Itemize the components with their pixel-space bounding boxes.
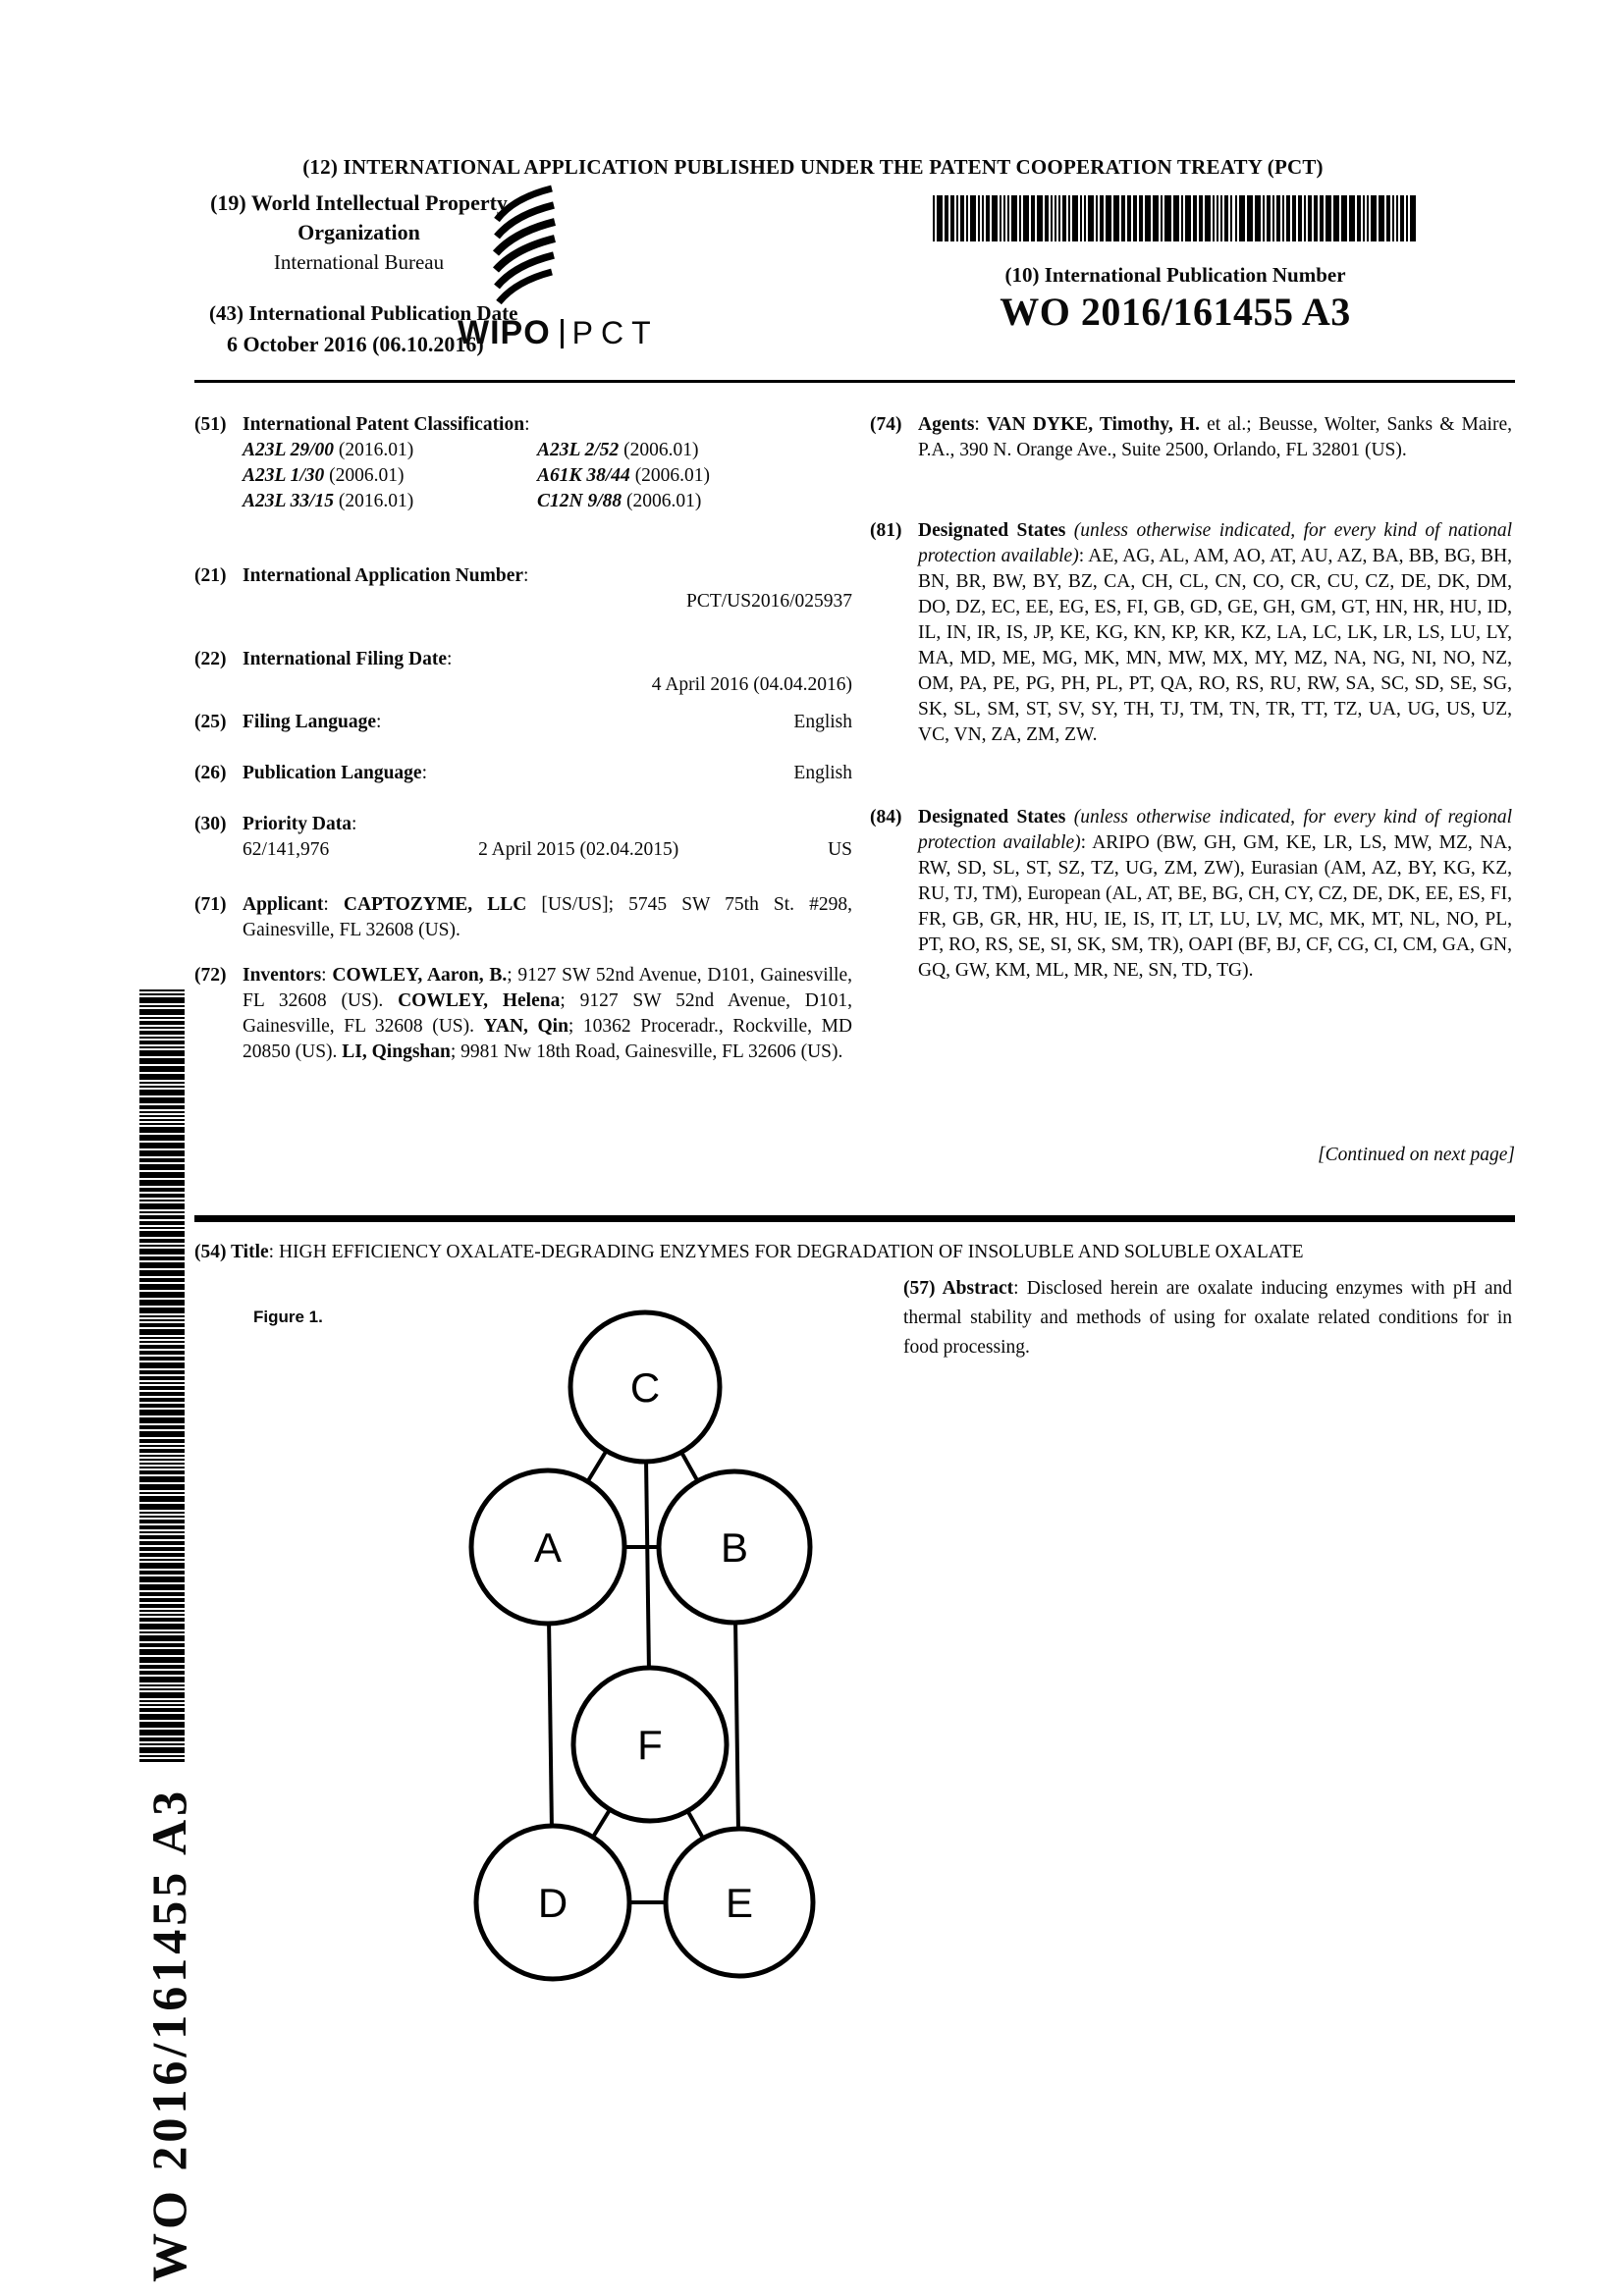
field-26-label: Publication Language: <box>243 763 427 783</box>
figure-1-diagram <box>412 1301 874 1988</box>
field-body <box>243 812 852 863</box>
field-21-application-number <box>194 563 852 614</box>
field-number: (25) <box>194 712 227 732</box>
agents-text: Agents: VAN DYKE, Timothy, H. et al.; Beusse, Wolter, Sanks & Maire, P.A., 390 N. Orange Ave., Suite 2500, Orlando, FL 32801 (US). <box>918 414 1512 460</box>
field-number: (84) <box>870 807 902 828</box>
field-number: (21) <box>194 565 227 586</box>
figure-node-label-F: F <box>637 1722 663 1768</box>
field-number: (51) <box>194 414 227 435</box>
designated-states-national-text: Designated States (unless otherwise indicated, for every kind of national protection available): AE, AG, AL, AM, AO, AT, AU, AZ, BA, BB, BG, BH, BN, BR, BW, BY, BZ, CA, CH, CL, CN, CO, CR, CU, CZ, DE, DK, DM, DO, DZ, EC, EE, EG, ES, FI, GB, GD, GE, GH, GM, GT, HN, HR, HU, ID, IL, IN, IR, IS, JP, KE, KG, KN, KP, KR, KZ, LA, LC, LK, LR, LS, LU, LY, MA, MD, ME, MG, MK, MN, MW, MX, MY, MZ, NA, NG, NI, NO, NZ, OM, PA, PE, PG, PH, PL, PT, QA, RO, RS, RU, RW, SA, SC, SD, SE, SG, SK, SL, SM, ST, SV, SY, TH, TJ, TM, TN, TR, TT, TZ, UA, UG, US, UZ, VC, VN, ZA, ZM, ZW. <box>918 520 1512 745</box>
org-name-line2: Organization <box>298 220 420 244</box>
field-number: (22) <box>194 649 227 669</box>
classification-table: A23L 29/00 (2016.01) A23L 2/52 (2006.01) A23L 1/30 (2006.01) A61K 38/44 (2006.01) A23L 33/15 (2016.01) C12N 9/88 (2006.01) <box>243 440 711 511</box>
designated-states-regional-text: Designated States (unless otherwise indicated, for every kind of regional protection available): ARIPO (BW, GH, GM, KE, LR, LS, MW, MZ, NA, RW, SD, SL, ST, SZ, TZ, UG, ZM, ZW), Eurasian (AM, AZ, BY, KG, KZ, RU, TJ, TM), European (AL, AT, BE, BG, CH, CY, CZ, DE, DK, EE, ES, FI, FR, GB, GR, HR, HU, IE, IS, IT, LT, LU, LV, MC, MK, MT, NL, NO, PL, PT, RO, RS, SE, SI, SK, SM, TR), OAPI (BF, BJ, CF, CG, CI, CM, GA, GN, GQ, GW, KM, ML, MR, NE, SN, TD, TG). <box>918 807 1512 981</box>
priority-country: US <box>828 839 852 860</box>
pub-date-label: (43) International Publication Date <box>209 301 518 325</box>
field-body <box>243 761 852 786</box>
priority-number: 62/141,976 <box>243 839 330 860</box>
field-30-priority-data <box>194 812 852 863</box>
field-74-agents <box>870 412 1512 463</box>
abstract-text: (57) Abstract: Disclosed herein are oxalate inducing enzymes with pH and thermal stability and methods of using for oxalate related conditions for in food processing. <box>903 1278 1512 1358</box>
field-number: (81) <box>870 520 902 541</box>
priority-date: 2 April 2015 (02.04.2015) <box>478 839 679 860</box>
figure-label: Figure 1. <box>253 1308 323 1326</box>
pub-number-label: (10) International Publication Number <box>1004 263 1346 287</box>
field-body <box>243 710 852 735</box>
field-body <box>243 412 852 514</box>
continued-on-next-page-note: [Continued on next page] <box>1318 1145 1515 1165</box>
inventors-text: Inventors: COWLEY, Aaron, B.; 9127 SW 52nd Avenue, D101, Gainesville, FL 32608 (US). COWLEY, Helena; 9127 SW 52nd Avenue, D101, Gainesville, FL 32608 (US). YAN, Qin; 10362 Proceradr., Rockville, MD 20850 (US). LI, Qingshan; 9981 Nw 18th Road, Gainesville, FL 32606 (US). <box>243 965 853 1062</box>
field-51-label: International Patent Classification: <box>243 414 530 435</box>
figure-node-label-E: E <box>725 1880 754 1926</box>
field-22-label: International Filing Date: <box>243 649 453 669</box>
priority-data-row <box>243 837 852 863</box>
field-21-label: International Application Number: <box>243 565 529 586</box>
figure-node-label-C: C <box>629 1364 661 1411</box>
left-column <box>194 412 852 1065</box>
invention-title: (54) Title: HIGH EFFICIENCY OXALATE-DEGRADING ENZYMES FOR DEGRADATION OF INSOLUBLE AND SOLUBLE OXALATE <box>194 1242 1304 1262</box>
application-number-value: PCT/US2016/025937 <box>685 591 852 612</box>
header-divider-rule <box>194 380 1515 383</box>
field-30-label: Priority Data: <box>243 814 357 834</box>
figure-node-label-B: B <box>720 1524 749 1571</box>
figure-node-label-D: D <box>537 1880 568 1926</box>
filing-language-value: English <box>793 712 852 732</box>
field-51-classification <box>194 412 852 514</box>
pub-number: WO 2016/161455 A3 <box>1000 290 1351 334</box>
pct-logotype: PCT <box>571 315 659 350</box>
field-81-designated-states <box>870 518 1512 748</box>
field-number: (72) <box>194 965 227 986</box>
field-number: (30) <box>194 814 227 834</box>
field-71-applicant <box>194 892 852 943</box>
filing-date-value: 4 April 2016 (04.04.2016) <box>651 674 852 695</box>
wipo-swirl-logo-icon <box>483 179 560 316</box>
wipo-pct-logotype <box>458 314 659 352</box>
field-72-inventors <box>194 963 852 1065</box>
field-number: (71) <box>194 894 227 915</box>
field-22-filing-date <box>194 647 852 698</box>
logotype-divider <box>561 319 564 348</box>
wipo-logotype: WIPO <box>458 314 551 351</box>
sidebar-publication-number: WO 2016/161455 A3 <box>141 1787 196 2282</box>
applicant-text: Applicant: CAPTOZYME, LLC [US/US]; 5745 SW 75th St. #298, Gainesville, FL 32608 (US). <box>243 894 853 940</box>
field-number: (74) <box>870 414 902 435</box>
publication-barcode-icon <box>933 195 1418 241</box>
field-body <box>243 563 852 614</box>
title-section-rule <box>194 1215 1515 1222</box>
publication-language-value: English <box>793 763 852 783</box>
org-name-line1: (19) World Intellectual Property <box>210 190 508 215</box>
field-number: (26) <box>194 763 227 783</box>
field-25-label: Filing Language: <box>243 712 382 732</box>
figure-node-label-A: A <box>533 1524 563 1571</box>
pub-date-value: 6 October 2016 (06.10.2016) <box>227 332 484 356</box>
treaty-heading: (12) INTERNATIONAL APPLICATION PUBLISHED UNDER THE PATENT COOPERATION TREATY (PCT) <box>302 155 1324 179</box>
sidebar-barcode-icon <box>139 989 185 1762</box>
field-84-designated-states-regional <box>870 805 1512 984</box>
bureau-line: International Bureau <box>273 250 445 274</box>
field-body <box>243 647 852 698</box>
right-column <box>870 412 1512 984</box>
field-25-filing-language <box>194 710 852 735</box>
org-block <box>194 188 523 277</box>
field-26-publication-language <box>194 761 852 786</box>
